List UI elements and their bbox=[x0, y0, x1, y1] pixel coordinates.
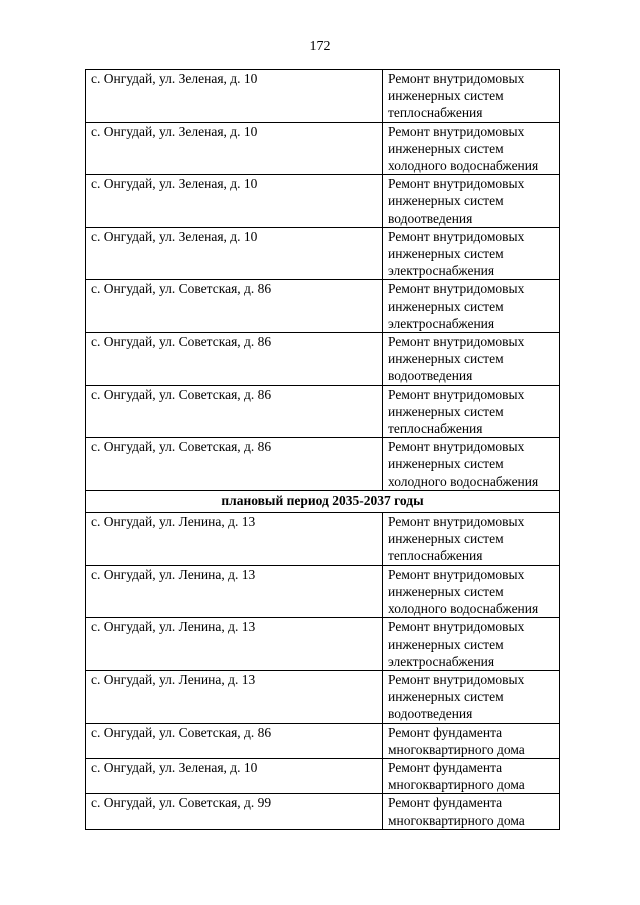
work-type-line: инженерных систем bbox=[388, 636, 504, 652]
work-type-line: инженерных систем bbox=[388, 403, 504, 419]
address-cell: с. Онгудай, ул. Ленина, д. 13 bbox=[86, 513, 383, 566]
address-cell: с. Онгудай, ул. Советская, д. 86 bbox=[86, 280, 383, 333]
work-type-line: Ремонт фундамента bbox=[388, 724, 503, 740]
work-type-cell bbox=[383, 794, 560, 829]
address-cell: с. Онгудай, ул. Советская, д. 99 bbox=[86, 794, 383, 829]
works-table bbox=[85, 69, 560, 830]
work-type-line: Ремонт фундамента bbox=[388, 759, 503, 775]
work-type-line: инженерных систем bbox=[388, 193, 504, 209]
work-type-line: инженерных систем bbox=[388, 298, 504, 314]
work-type-line: Ремонт внутридомовых bbox=[388, 71, 525, 86]
work-type-line: Ремонт внутридомовых bbox=[388, 386, 525, 402]
work-type-cell bbox=[383, 333, 560, 386]
work-type-cell bbox=[383, 723, 560, 758]
table-row bbox=[86, 565, 560, 618]
table-row bbox=[86, 758, 560, 793]
work-type-line: Ремонт внутридомовых bbox=[388, 281, 525, 297]
table-row bbox=[86, 794, 560, 829]
table-row bbox=[86, 438, 560, 491]
work-type-line: Ремонт внутридомовых bbox=[388, 619, 525, 635]
address-cell: с. Онгудай, ул. Советская, д. 86 bbox=[86, 723, 383, 758]
work-type-line: инженерных систем bbox=[388, 583, 504, 599]
work-type-line: Ремонт внутридомовых bbox=[388, 514, 525, 530]
work-type-cell bbox=[383, 385, 560, 438]
address-cell: с. Онгудай, ул. Ленина, д. 13 bbox=[86, 565, 383, 618]
work-type-line: электроснабжения bbox=[388, 263, 495, 279]
work-type-cell bbox=[383, 227, 560, 280]
table-row bbox=[86, 618, 560, 671]
table-row bbox=[86, 227, 560, 280]
address-cell: с. Онгудай, ул. Зеленая, д. 10 bbox=[86, 758, 383, 793]
work-type-line: Ремонт внутридомовых bbox=[388, 123, 525, 139]
work-type-line: водоотведения bbox=[388, 210, 473, 226]
work-type-line: инженерных систем bbox=[388, 531, 504, 547]
work-type-line: электроснабжения bbox=[388, 315, 495, 331]
table-row bbox=[86, 280, 560, 333]
table-row bbox=[86, 513, 560, 566]
work-type-line: холодного водоснабжения bbox=[388, 601, 539, 617]
work-type-line: инженерных систем bbox=[388, 689, 504, 705]
section-title: плановый период 2035-2037 годы bbox=[86, 490, 560, 512]
work-type-line: инженерных систем bbox=[388, 88, 504, 104]
work-type-cell bbox=[383, 618, 560, 671]
work-type-line: Ремонт внутридомовых bbox=[388, 334, 525, 350]
address-cell: с. Онгудай, ул. Ленина, д. 13 bbox=[86, 618, 383, 671]
table-row bbox=[86, 723, 560, 758]
address-cell: с. Онгудай, ул. Советская, д. 86 bbox=[86, 438, 383, 491]
table-row bbox=[86, 70, 560, 123]
work-type-line: многоквартирного дома bbox=[388, 812, 525, 828]
work-type-line: водоотведения bbox=[388, 368, 473, 384]
work-type-line: многоквартирного дома bbox=[388, 777, 525, 793]
work-type-line: теплоснабжения bbox=[388, 105, 483, 121]
work-type-line: инженерных систем bbox=[388, 140, 504, 156]
address-cell: с. Онгудай, ул. Ленина, д. 13 bbox=[86, 670, 383, 723]
work-type-cell bbox=[383, 280, 560, 333]
work-type-line: холодного водоснабжения bbox=[388, 158, 539, 174]
work-type-cell bbox=[383, 438, 560, 491]
work-type-line: Ремонт внутридомовых bbox=[388, 228, 525, 244]
work-type-line: Ремонт внутридомовых bbox=[388, 439, 525, 455]
table-row bbox=[86, 333, 560, 386]
work-type-cell bbox=[383, 513, 560, 566]
work-type-line: холодного водоснабжения bbox=[388, 473, 539, 489]
work-type-cell bbox=[383, 175, 560, 228]
work-type-line: электроснабжения bbox=[388, 653, 495, 669]
work-type-line: инженерных систем bbox=[388, 456, 504, 472]
address-cell: с. Онгудай, ул. Советская, д. 86 bbox=[86, 385, 383, 438]
work-type-cell bbox=[383, 565, 560, 618]
work-type-line: теплоснабжения bbox=[388, 548, 483, 564]
address-cell: с. Онгудай, ул. Советская, д. 86 bbox=[86, 333, 383, 386]
work-type-line: теплоснабжения bbox=[388, 421, 483, 437]
work-type-line: водоотведения bbox=[388, 706, 473, 722]
works-table-body bbox=[86, 70, 560, 830]
work-type-cell bbox=[383, 670, 560, 723]
table-row bbox=[86, 385, 560, 438]
table-row bbox=[86, 122, 560, 175]
table-row bbox=[86, 175, 560, 228]
work-type-line: Ремонт внутридомовых bbox=[388, 566, 525, 582]
section-header-row bbox=[86, 490, 560, 512]
address-cell: с. Онгудай, ул. Зеленая, д. 10 bbox=[86, 70, 383, 123]
address-cell: с. Онгудай, ул. Зеленая, д. 10 bbox=[86, 175, 383, 228]
work-type-line: Ремонт фундамента bbox=[388, 795, 503, 811]
work-type-line: Ремонт внутридомовых bbox=[388, 176, 525, 192]
work-type-cell bbox=[383, 758, 560, 793]
work-type-line: инженерных систем bbox=[388, 351, 504, 367]
address-cell: с. Онгудай, ул. Зеленая, д. 10 bbox=[86, 122, 383, 175]
table-row bbox=[86, 670, 560, 723]
work-type-line: многоквартирного дома bbox=[388, 741, 525, 757]
page-number: 172 bbox=[309, 39, 331, 54]
work-type-cell bbox=[383, 70, 560, 123]
work-type-line: Ремонт внутридомовых bbox=[388, 671, 525, 687]
address-cell: с. Онгудай, ул. Зеленая, д. 10 bbox=[86, 227, 383, 280]
work-type-cell bbox=[383, 122, 560, 175]
work-type-line: инженерных систем bbox=[388, 246, 504, 262]
